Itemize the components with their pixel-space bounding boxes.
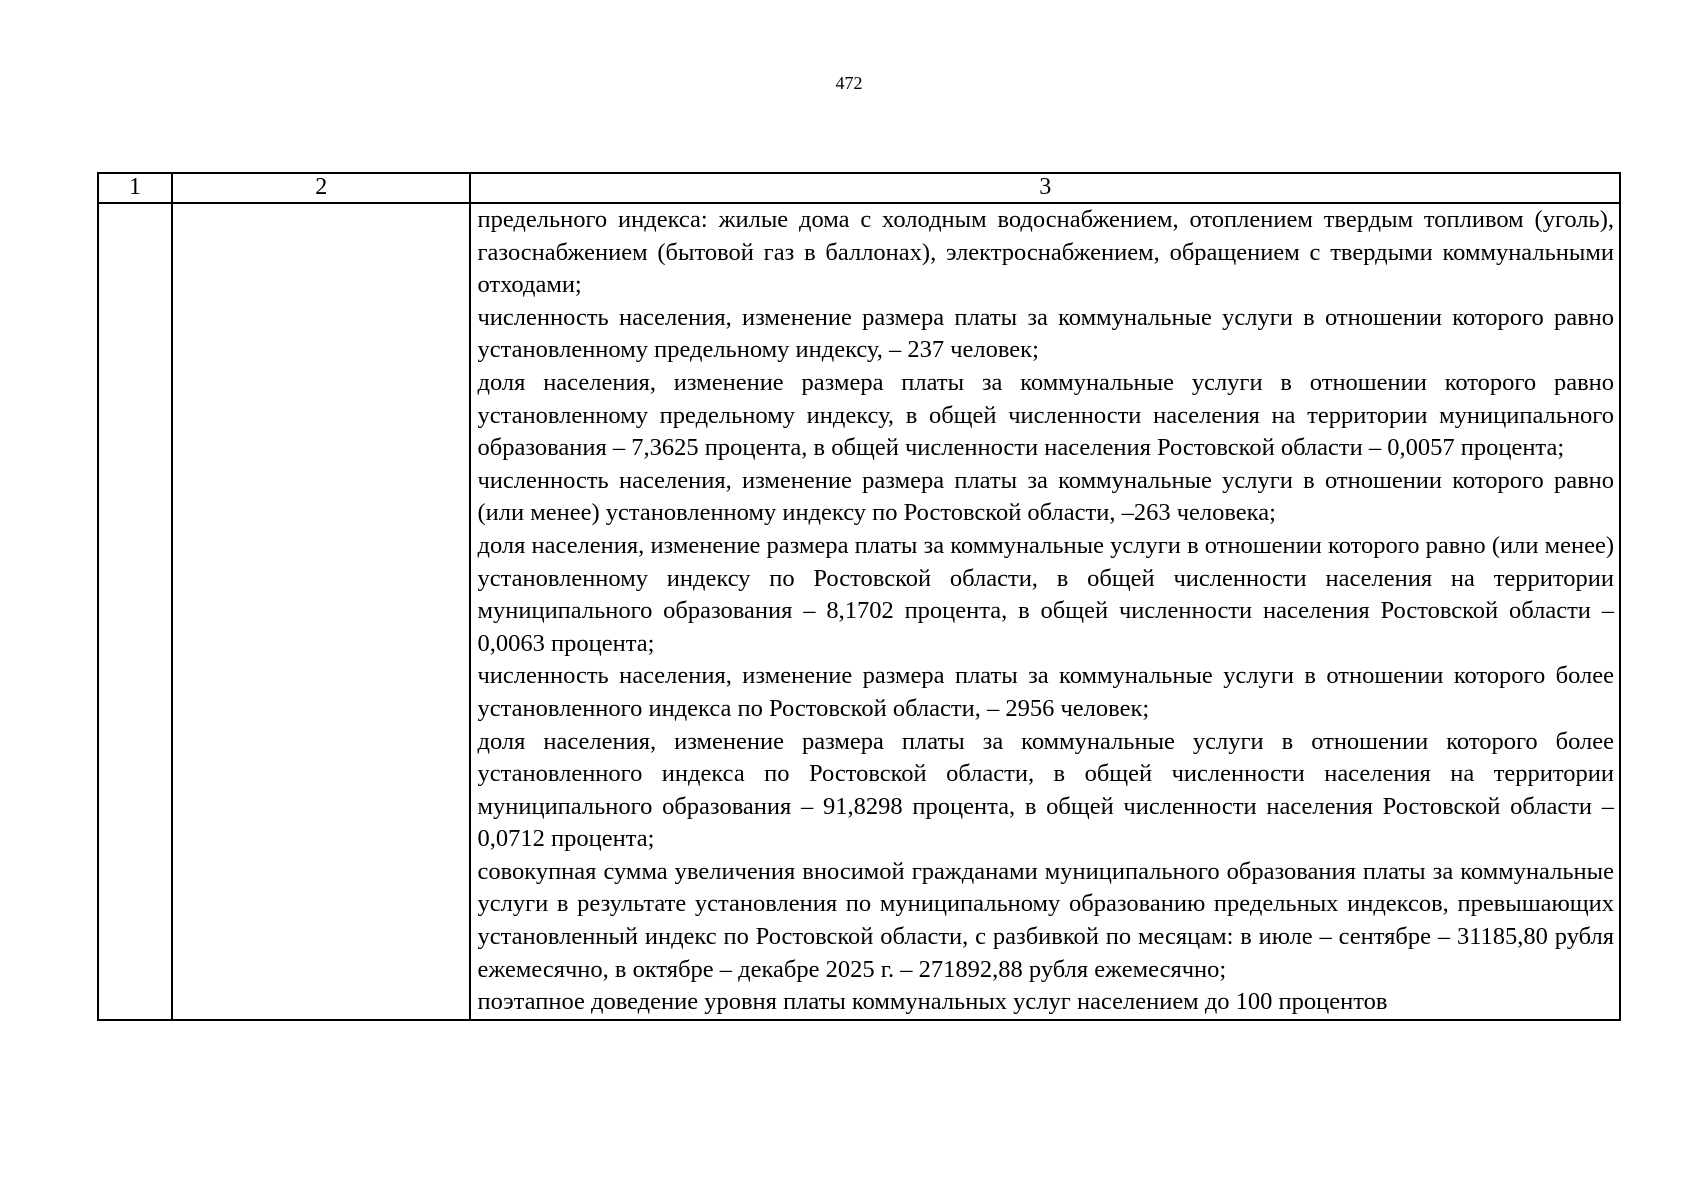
cell-col1 — [98, 203, 172, 1020]
page-number: 472 — [835, 73, 863, 93]
paragraph: численность населения, изменение размера платы за коммунальные услуги в отношении которого более установленного индекса по Ростовской области, – 2956 человек; — [477, 662, 1614, 722]
column-header-3: 3 — [470, 173, 1620, 203]
paragraph: численность населения, изменение размера платы за коммунальные услуги в отношении которого равно (или менее) установленному индексу по Ростовской области, –263 человека; — [477, 466, 1614, 527]
cell-col3-text — [471, 204, 1619, 1019]
paragraph: совокупная сумма увеличения вносимой гражданами муниципального образования платы за коммунальные услуги в результате установления по муниципальному образованию предельных индексов, превышающих установленный индекс по Ростовской области, с разбивкой по месяцам: в июле – сентябре – 31185,80 рубля ежемесячно, в октябре – декабре 2025 г. – 271892,88 рубля ежемесячно; — [477, 857, 1614, 983]
table-header-row — [98, 173, 1620, 203]
paragraph: предельного индекса: жилые дома с холодным водоснабжением, отоплением твердым топливом (уголь), газоснабжением (бытовой газ в баллонах), электроснабжением, обращением с твердыми коммунальными отходами; — [477, 206, 1614, 299]
paragraph: доля населения, изменение размера платы за коммунальные услуги в отношении которого равно установленному предельному индексу, в общей численности населения на территории муниципального образования – 7,3625 процента, в общей численности населения Ростовской области – 0,0057 процента; — [477, 368, 1614, 462]
cell-col2 — [172, 203, 470, 1020]
cell-col3 — [470, 203, 1620, 1020]
paragraph: поэтапное доведение уровня платы коммунальных услуг населением до 100 процентов — [477, 988, 1388, 1016]
paragraph: доля населения, изменение размера платы за коммунальные услуги в отношении которого более установленного индекса по Ростовской области, в общей численности населения на территории муниципального образования – 91,8298 процента, в общей численности населения Ростовской области – 0,0712 процента; — [477, 727, 1614, 853]
column-header-2: 2 — [172, 173, 470, 203]
table-row — [98, 203, 1620, 1020]
document-table — [97, 172, 1621, 1021]
column-header-1: 1 — [98, 173, 172, 203]
paragraph: численность населения, изменение размера платы за коммунальные услуги в отношении которого равно установленному предельному индексу, – 237 человек; — [477, 303, 1614, 364]
paragraph: доля населения, изменение размера платы за коммунальные услуги в отношении которого равно (или менее) установленному индексу по Ростовской области, в общей численности населения на территории муниципального образования – 8,1702 процента, в общей численности населения Ростовской области – 0,0063 процента; — [477, 531, 1614, 657]
